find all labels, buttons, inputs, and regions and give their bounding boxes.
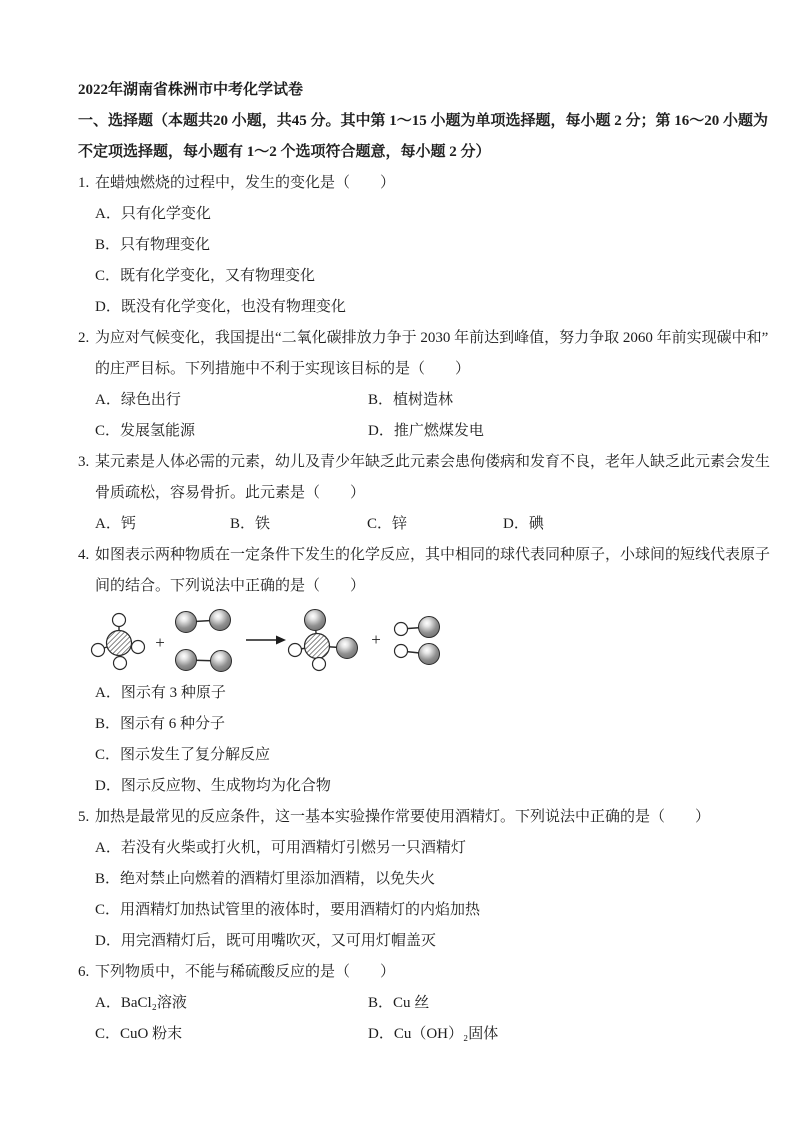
reaction-arrow-icon <box>246 636 286 645</box>
question-3-stem-line-2: 骨质疏松，容易骨折。此元素是（ ） <box>95 485 366 501</box>
question-1-option-d: D．既没有化学变化，也没有物理变化 <box>95 299 346 315</box>
question-4-option-c: C．图示发生了复分解反应 <box>95 747 271 763</box>
white-ball-icon <box>113 614 126 627</box>
question-1 <box>78 168 778 323</box>
question-6-option-b: B．Cu 丝 <box>368 995 430 1011</box>
question-4-option-a: A．图示有 3 种原子 <box>95 685 226 701</box>
question-6-options-row-1 <box>78 988 778 1019</box>
gray-ball-icon <box>211 651 232 672</box>
question-4-option-b: B．图示有 6 种分子 <box>95 716 226 732</box>
product-diatomic-molecules <box>395 617 440 665</box>
question-6 <box>78 957 778 1050</box>
question-5-option-b: B．绝对禁止向燃着的酒精灯里添加酒精，以免失火 <box>95 871 436 887</box>
gray-ball-icon <box>337 638 358 659</box>
white-ball-icon <box>132 641 145 654</box>
question-4 <box>78 540 778 802</box>
question-5-option-d: D．用完酒精灯后，既可用嘴吹灭，又可用灯帽盖灭 <box>95 933 436 949</box>
white-ball-icon <box>92 644 105 657</box>
product-molecule-central-atom <box>289 610 358 671</box>
reactant-diatomic-molecules <box>176 610 232 672</box>
question-5-stem: 加热是最常见的反应条件，这一基本实验操作常要使用酒精灯。下列说法中正确的是（ ） <box>95 809 711 825</box>
question-6-stem: 下列物质中，不能与稀硫酸反应的是（ ） <box>95 964 396 980</box>
question-5-option-c: C．用酒精灯加热试管里的液体时，要用酒精灯的内焰加热 <box>95 902 481 918</box>
gray-ball-icon <box>210 610 231 631</box>
gray-ball-icon <box>176 650 197 671</box>
question-4-stem-line-1 <box>78 540 778 571</box>
section-intro-line-2: 不定项选择题，每小题有 1～2 个选项符合题意，每小题 2 分） <box>78 144 491 160</box>
question-3-number: 3. <box>78 454 90 470</box>
question-1-number: 1. <box>78 175 90 191</box>
question-2-stem-line-2: 的庄严目标。下列措施中不利于实现该目标的是（ ） <box>95 361 471 377</box>
white-ball-icon <box>289 644 302 657</box>
question-5-option-a: A．若没有火柴或打火机，可用酒精灯引燃另一只酒精灯 <box>95 840 466 856</box>
question-2 <box>78 323 778 447</box>
question-6-option-d: D．Cu（OH）₂固体 <box>368 1026 499 1042</box>
white-ball-icon <box>395 645 408 658</box>
gray-ball-icon <box>419 617 440 638</box>
question-2-number: 2. <box>78 330 90 346</box>
question-6-options-row-2 <box>78 1019 778 1050</box>
white-ball-icon <box>313 658 326 671</box>
question-3-stem: 某元素是人体必需的元素，幼儿及青少年缺乏此元素会患佝偻病和发育不良，老年人缺乏此元素会发生 <box>95 454 771 470</box>
question-3-options-row <box>78 509 778 540</box>
gray-ball-icon <box>176 612 197 633</box>
white-ball-icon <box>395 623 408 636</box>
question-6-option-a: A．BaCl₂溶液 <box>95 995 187 1011</box>
question-2-option-a: A．绿色出行 <box>95 392 181 408</box>
question-3-option-c: C．锌 <box>367 516 408 532</box>
page-title: 2022年湖南省株洲市中考化学试卷 <box>78 82 304 98</box>
question-1-option-b: B．只有物理变化 <box>95 237 211 253</box>
question-3-option-b: B．铁 <box>230 516 271 532</box>
question-2-options-row-1 <box>78 385 778 416</box>
question-2-option-c: C．发展氢能源 <box>95 423 196 439</box>
question-5 <box>78 802 778 957</box>
hatched-ball-icon <box>305 634 330 659</box>
question-5-number: 5. <box>78 809 90 825</box>
white-ball-icon <box>114 657 127 670</box>
question-3 <box>78 447 778 540</box>
question-2-stem-line-1 <box>78 323 778 354</box>
question-3-option-d: D．碘 <box>503 516 544 532</box>
gray-ball-icon <box>419 644 440 665</box>
question-2-option-d: D．推广燃煤发电 <box>368 423 484 439</box>
reactant-molecule-central-atom <box>92 614 145 670</box>
question-4-stem-line-2: 间的结合。下列说法中正确的是（ ） <box>95 578 366 594</box>
question-1-option-a: A．只有化学变化 <box>95 206 211 222</box>
question-1-stem: 在蜡烛燃烧的过程中，发生的变化是（ ） <box>95 175 396 191</box>
question-4-option-d: D．图示反应物、生成物均为化合物 <box>95 778 331 794</box>
question-4-stem: 如图表示两种物质在一定条件下发生的化学反应，其中相同的球代表同种原子，小球间的短线代表原子 <box>95 547 771 563</box>
question-1-option-c: C．既有化学变化，又有物理变化 <box>95 268 316 284</box>
plus-icon: + <box>155 633 165 652</box>
exam-paper <box>78 75 778 1050</box>
question-3-stem-line-1 <box>78 447 778 478</box>
question-5-stem-line <box>78 802 778 833</box>
question-2-options-row-2 <box>78 416 778 447</box>
question-6-stem-line <box>78 957 778 988</box>
question-2-stem: 为应对气候变化，我国提出“二氧化碳排放力争于 2030 年前达到峰值，努力争取 2060 年前实现碳中和” <box>95 330 769 346</box>
question-2-option-b: B．植树造林 <box>368 392 454 408</box>
section-intro-line-1: 一、选择题（本题共20 小题，共45 分。其中第 1～15 小题为单项选择题，每小题 2 分；第 16～20 小题为 <box>78 113 769 129</box>
question-6-number: 6. <box>78 964 90 980</box>
question-1-stem-line <box>78 168 778 199</box>
plus-icon: + <box>371 630 381 649</box>
gray-ball-icon <box>305 610 326 631</box>
question-6-option-c: C．CuO 粉末 <box>95 1026 183 1042</box>
q4-molecular-reaction-diagram <box>78 599 498 685</box>
question-3-option-a: A．钙 <box>95 516 136 532</box>
question-4-number: 4. <box>78 547 90 563</box>
hatched-ball-icon <box>107 631 132 656</box>
